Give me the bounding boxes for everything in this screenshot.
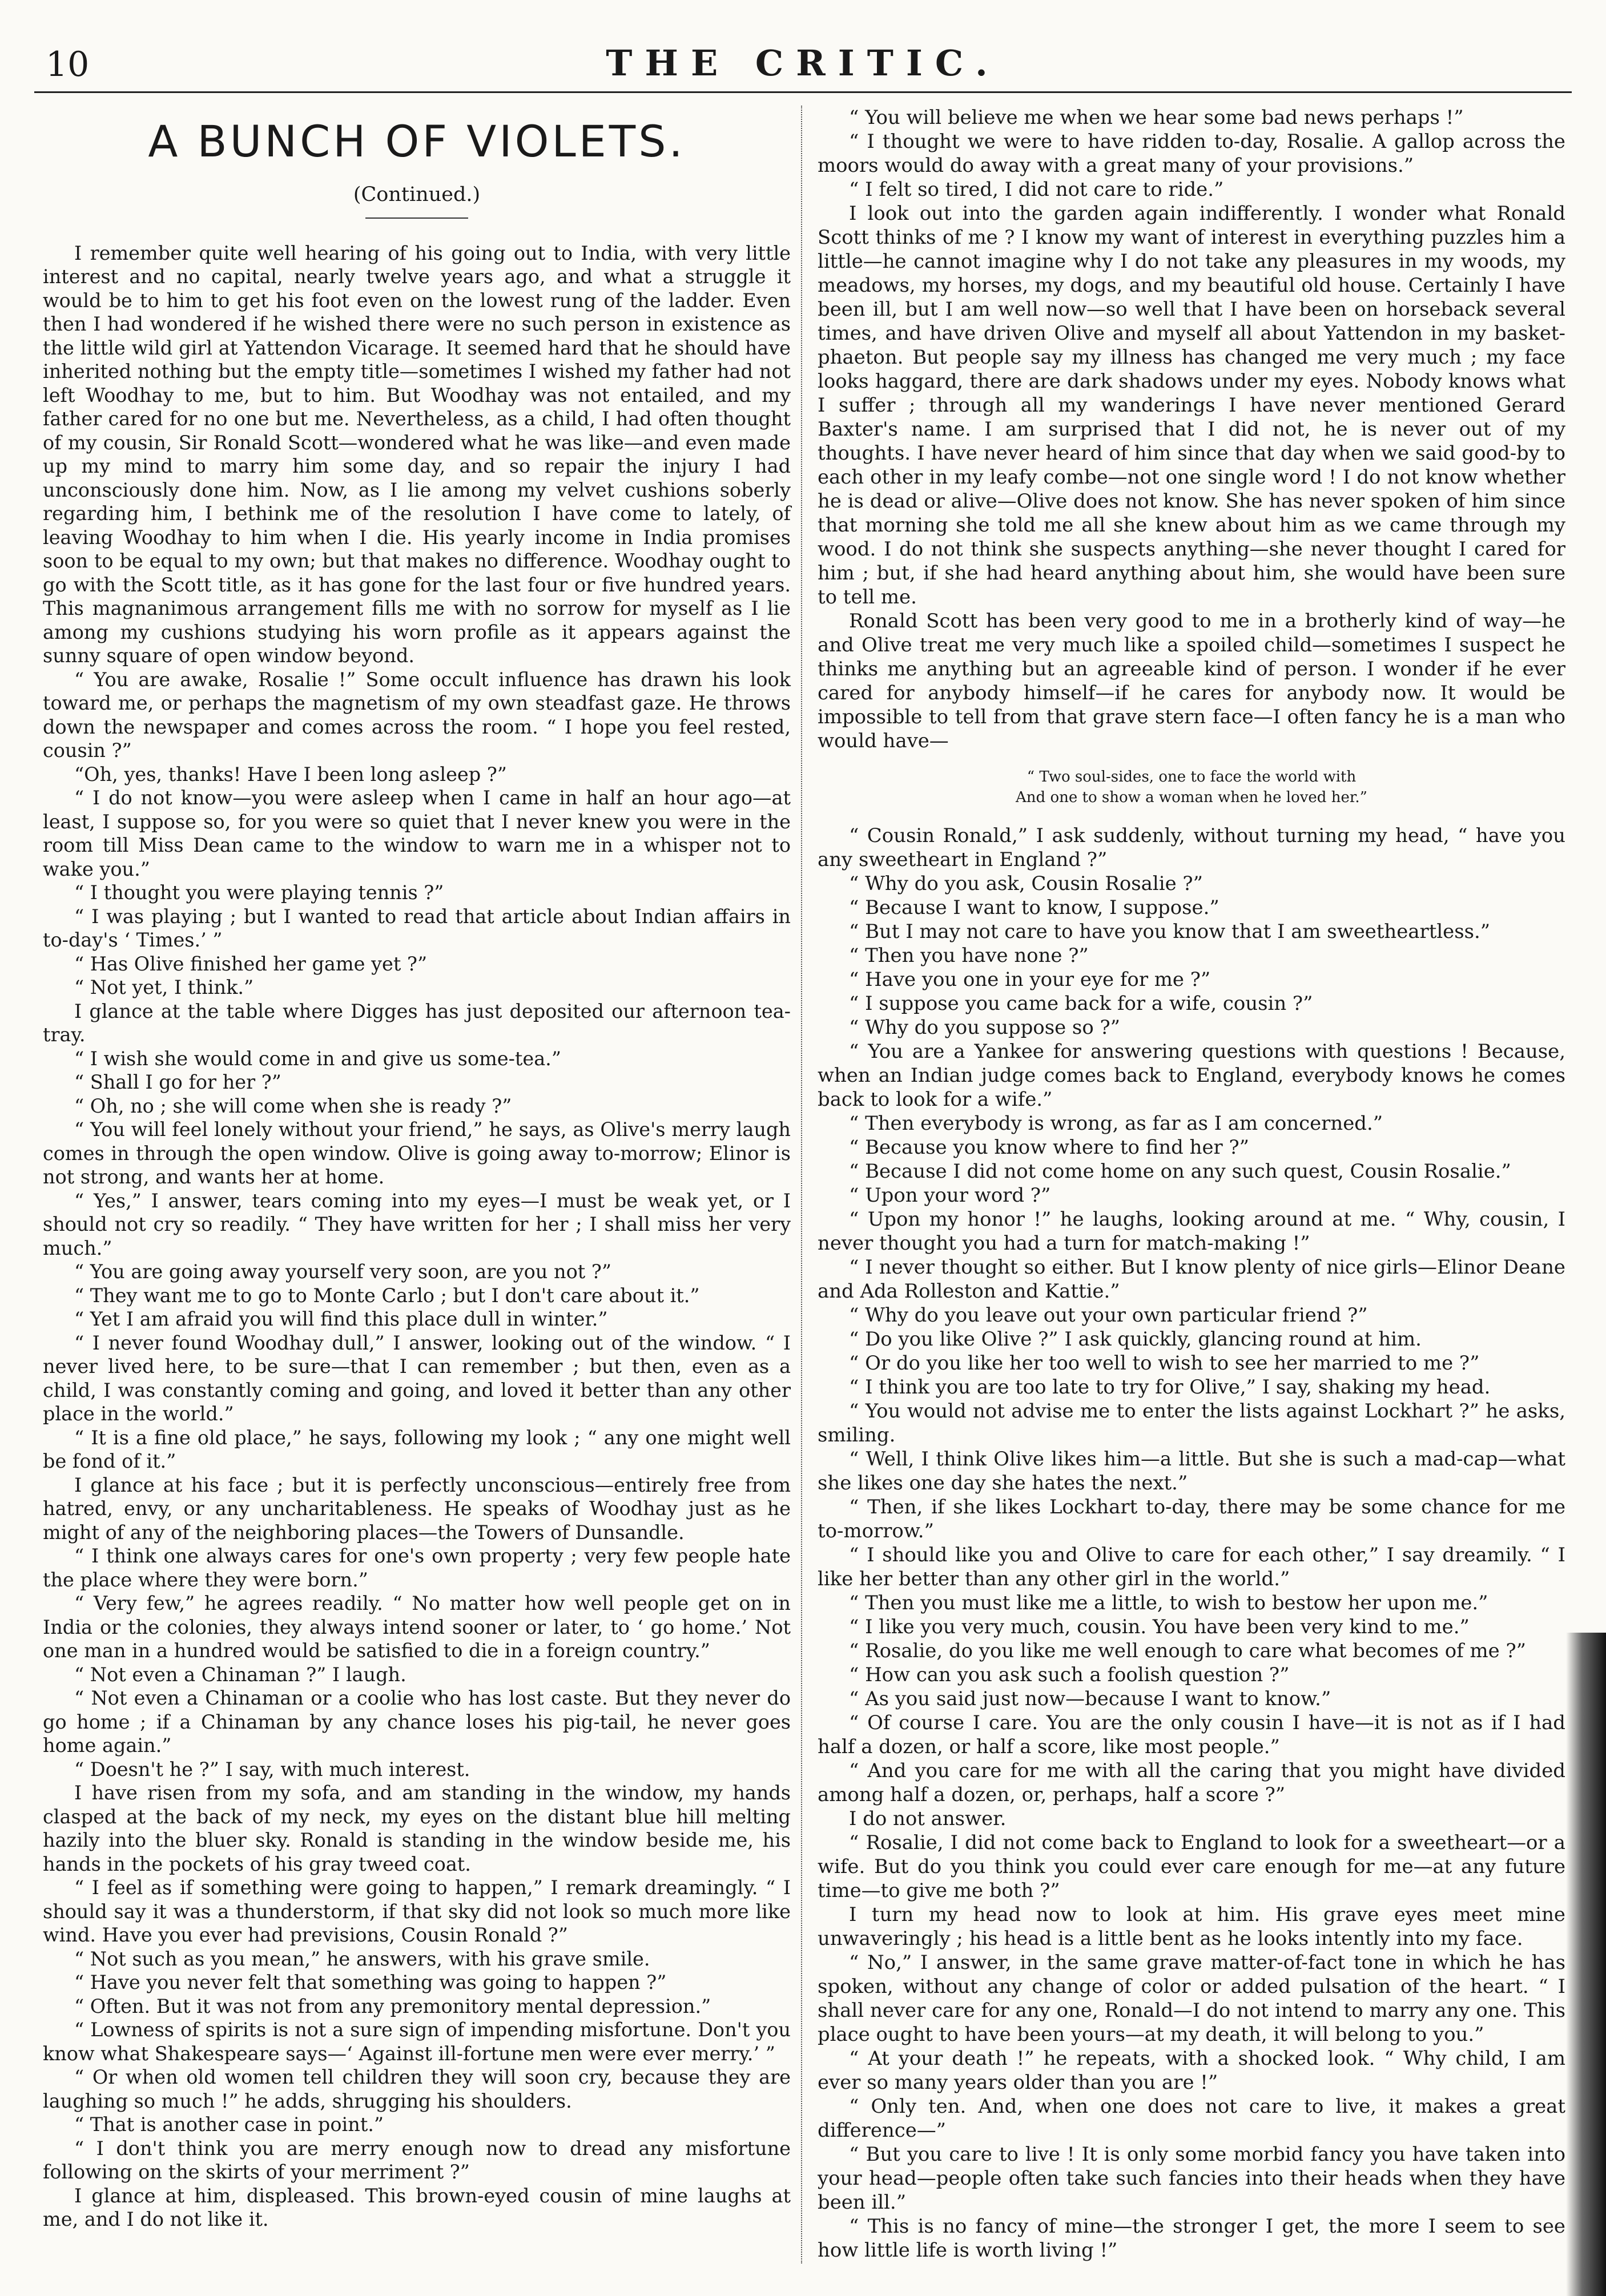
paragraph: I do not answer. (849, 1807, 1007, 1830)
article-title: A BUNCH OF VIOLETS. (148, 116, 686, 167)
paragraph: “ Rosalie, I did not come back to England to look for a sweetheart—or a wife. But do you think you could ever care enough for me—at any future time—to give me both ?” (818, 1831, 1565, 1902)
paragraph: “ Only ten. And, when one does not care to live, it makes a great difference—” (818, 2095, 1565, 2141)
verse-line-1: “ Two soul-sides, one to face the world with (1027, 768, 1357, 786)
paragraph: “ Then you have none ?” (849, 944, 1089, 966)
page-edge-shadow (1566, 1633, 1606, 2296)
paragraph: “ Not even a Chinaman ?” I laugh. (74, 1663, 406, 1686)
paragraph: “ Why do you suppose so ?” (849, 1016, 1120, 1038)
paragraph: “ But you care to live ! It is only some morbid fancy you have taken into your head—people often take such fancies into their heads when they have been ill.” (818, 2143, 1565, 2213)
paragraph: “ Or when old women tell children they will soon cry, because they are laughing so much !” he adds, shrugging his shoulders. (43, 2066, 791, 2112)
paragraph: “ Shall I go for her ?” (74, 1071, 281, 1093)
right-column-body-top (818, 106, 1565, 753)
paragraph: “ Have you never felt that something was going to happen ?” (74, 1971, 667, 1993)
paragraph: I glance at him, displeased. This brown-eyed cousin of mine laughs at me, and I do not like it. (43, 2184, 791, 2230)
paragraph: “ Or do you like her too well to wish to see her married to me ?” (849, 1352, 1480, 1374)
paragraph: “ Yet I am afraid you will find this place dull in winter.” (74, 1308, 608, 1330)
paragraph: “ I never found Woodhay dull,” I answer, looking out of the window. “ I never lived here, to be sure—that I can remember ; but then, even as a child, I was constantly coming and going, and loved it better than any other place in the world.” (43, 1331, 791, 1425)
paragraph: “ I should like you and Olive to care for each other,” I say dreamily. “ I like her better than any other girl in the world.” (818, 1544, 1565, 1590)
paragraph: “ I suppose you came back for a wife, cousin ?” (849, 992, 1313, 1014)
paragraph: I remember quite well hearing of his going out to India, with very little interest and no capital, nearly twelve years ago, and what a struggle it would be to him to get his foot even on the lowest rung of the ladder. Even then I had wondered if he wished there were no such person in existence as the little wild girl at Yattendon Vicarage. It seemed hard that he should have inherited nothing but the empty title—sometimes I wished my father had not left Woodhay to me, but to him. But Woodhay was not entailed, and my father cared for no one but me. Nevertheless, as a child, I had often thought of my cousin, Sir Ronald Scott—wondered what he was like—and even made up my mind to marry him some day, and so repair the injury I had unconsciously done him. Now, as I lie among my velvet cushions soberly regarding him, I bethink me of the resolution I have come to lately, of leaving Woodhay to him when I die. His yearly income in India promises soon to be equal to my own; but that makes no difference. Woodhay ought to go with the Scott title, as it has gone for the last four or five hundred years. This magnanimous arrangement fills me with no sorrow for myself as I lie among my cushions studying his worn profile as it appears against the sunny square of open window beyond. (43, 241, 791, 667)
paragraph: “ You are awake, Rosalie !” Some occult influence has drawn his look toward me, or perhaps the magnetism of my own steadfast gaze. He throws down the newspaper and comes across the room. “ I hope you feel rested, cousin ?” (43, 668, 791, 762)
paragraph: I turn my head now to look at him. His grave eyes meet mine unwaveringly ; his head is a little bent as he looks intently into my face. (818, 1903, 1565, 1949)
paragraph: “ You will feel lonely without your friend,” he says, as Olive's merry laugh comes in through the open window. Olive is going away to-morrow; Elinor is not strong, and wants her at home. (43, 1118, 791, 1188)
paragraph: “ You are going away yourself very soon, are you not ?” (74, 1260, 611, 1283)
paragraph: “ As you said just now—because I want to know.” (849, 1687, 1331, 1710)
paragraph: “ Then you must like me a little, to wish to bestow her upon me.” (849, 1592, 1488, 1614)
paragraph: “ How can you ask such a foolish question ?” (849, 1663, 1290, 1686)
paragraph: “ I don't think you are merry enough now to dread any misfortune following on the skirts of your merriment ?” (43, 2137, 791, 2183)
paragraph: “ I never thought so either. But I know plenty of nice girls—Elinor Deane and Ada Rolleston and Kattie.” (818, 1256, 1565, 1302)
article-subtitle: (Continued.) (353, 183, 481, 206)
paragraph: “ But I may not care to have you know that I am sweetheartless.” (849, 920, 1491, 942)
paragraph: “ Lowness of spirits is not a sure sign of impending misfortune. Don't you know what Shakespeare says—‘ Against ill-fortune men were ever merry.’ ” (43, 2019, 791, 2065)
right-column-body-bottom (818, 824, 1565, 2262)
paragraph: “ Yes,” I answer, tears coming into my eyes—I must be weak yet, or I should not cry so readily. “ They have written for her ; I shall miss her very much.” (43, 1189, 791, 1259)
column-divider (801, 106, 802, 2263)
paragraph: “ I think you are too late to try for Olive,” I say, shaking my head. (849, 1376, 1491, 1398)
verse-line-2: And one to show a woman when he loved her.” (1016, 789, 1367, 806)
paragraph: “ That is another case in point.” (74, 2113, 384, 2136)
paragraph: “ Doesn't he ?” I say, with much interest. (74, 1758, 470, 1781)
verse-quote (818, 767, 1565, 808)
paragraph: “ I think one always cares for one's own property ; very few people hate the place where they were born.” (43, 1545, 791, 1591)
paragraph: “ I wish she would come in and give us some-tea.” (74, 1047, 561, 1070)
page-number: 10 (46, 45, 90, 84)
paragraph: “ Upon my honor !” he laughs, looking around at me. “ Why, cousin, I never thought you had a turn for match-making !” (818, 1208, 1565, 1254)
paragraph: “ Very few,” he agrees readily. “ No matter how well people get on in India or the colonies, they always intend sooner or later, to ‘ go home.’ Not one man in a hundred would be satisfied to die in a foreign country.” (43, 1592, 791, 1662)
paragraph: “ You would not advise me to enter the lists against Lockhart ?” he asks, smiling. (818, 1400, 1565, 1446)
title-rule (365, 217, 468, 219)
paragraph: “ Has Olive finished her game yet ?” (74, 952, 428, 975)
paragraph: “ I felt so tired, I did not care to ride.” (849, 178, 1224, 200)
paragraph: “ It is a fine old place,” he says, following my look ; “ any one might well be fond of it.” (43, 1426, 791, 1472)
paragraph: “ I like you very much, cousin. You have been very kind to me.” (849, 1616, 1470, 1638)
paragraph: “ And you care for me with all the caring that you might have divided among half a dozen, or, perhaps, half a score ?” (818, 1759, 1565, 1806)
paragraph: “ Oh, no ; she will come when she is ready ?” (74, 1094, 512, 1117)
paragraph: “ I do not know—you were asleep when I came in half an hour ago—at least, I suppose so, for you were so quiet that I never knew you were in the room till Miss Dean came to the window to warn me in a whisper not to wake you.” (43, 787, 791, 880)
paragraph: “ I thought we were to have ridden to-day, Rosalie. A gallop across the moors would do away with a great many of your provisions.” (818, 130, 1565, 176)
paragraph: “ Not even a Chinaman or a coolie who has lost caste. But they never do go home ; if a Chinaman by any chance loses his pig-tail, he never goes home again.” (43, 1687, 791, 1757)
paragraph: “ You will believe me when we hear some bad news perhaps !” (849, 106, 1464, 128)
paragraph: “ Cousin Ronald,” I ask suddenly, without turning my head, “ have you any sweetheart in England ?” (818, 824, 1565, 871)
paragraph: “ At your death !” he repeats, with a shocked look. “ Why child, I am ever so many years older than you are !” (818, 2047, 1565, 2093)
right-column (818, 106, 1565, 2262)
paragraph: I glance at the table where Digges has just deposited our afternoon tea-tray. (43, 1000, 791, 1046)
paragraph: “ Upon your word ?” (849, 1184, 1051, 1206)
paragraph: “ They want me to go to Monte Carlo ; but I don't care about it.” (74, 1284, 700, 1307)
paragraph: I have risen from my sofa, and am standing in the window, my hands clasped at the back of my neck, my eyes on the distant blue hill melting hazily into the bluer sky. Ronald is standing in the window beside me, his hands in the pockets of his gray tweed coat. (43, 1782, 791, 1875)
paragraph: “ Then, if she likes Lockhart to-day, there may be some chance for me to-morrow.” (818, 1496, 1565, 1542)
paragraph: “ Often. But it was not from any premonitory mental depression.” (74, 1995, 711, 2017)
paragraph: “ Because you know where to find her ?” (849, 1136, 1249, 1158)
paragraph: “ Have you one in your eye for me ?” (849, 968, 1211, 990)
paragraph: “ This is no fancy of mine—the stronger I get, the more I seem to see how little life is worth living !” (818, 2215, 1565, 2261)
paragraph: “ I thought you were playing tennis ?” (74, 881, 444, 904)
paragraph: “ I was playing ; but I wanted to read that article about Indian affairs in to-day's ‘ Times.’ ” (43, 905, 791, 951)
masthead: THE CRITIC. (606, 42, 1000, 84)
paragraph: “ Because I did not come home on any such quest, Cousin Rosalie.” (849, 1160, 1511, 1182)
paragraph: “ Why do you leave out your own particular friend ?” (849, 1304, 1368, 1326)
paragraph: “ I feel as if something were going to happen,” I remark dreamingly. “ I should say it was a thunderstorm, if that sky did not look so much more like wind. Have you ever had previsions, Cousin Ronald ?” (43, 1876, 791, 1946)
paragraph: “ Well, I think Olive likes him—a little. But she is such a mad-cap—what she likes one day she hates the next.” (818, 1448, 1565, 1494)
left-column-body (43, 241, 791, 2231)
paragraph: “ Not such as you mean,” he answers, with his grave smile. (74, 1947, 650, 1970)
paragraph: “ Of course I care. You are the only cousin I have—it is not as if I had half a dozen, or half a score, like most people.” (818, 1711, 1565, 1758)
paragraph: “ Do you like Olive ?” I ask quickly, glancing round at him. (849, 1328, 1422, 1350)
left-column (43, 106, 791, 2231)
paragraph: “Oh, yes, thanks! Have I been long asleep ?” (74, 763, 507, 786)
paragraph: Ronald Scott has been very good to me in a brotherly kind of way—he and Olive treat me very much like a spoiled child—sometimes I suspect he thinks me anything but an agreeable kind of person. I wonder if he ever cared for anybody himself—if he cares for anybody now. It would be impossible to tell from that grave stern face—I often fancy he is a man who would have— (818, 610, 1565, 752)
paragraph: “ Rosalie, do you like me well enough to care what becomes of me ?” (849, 1640, 1526, 1662)
paragraph: I look out into the garden again indifferently. I wonder what Ronald Scott thinks of me ? I know my want of interest in everything puzzles him a little—he cannot imagine why I do not take any pleasures in my woods, my meadows, my horses, my dogs, and my beautiful old house. Certainly I have been ill, but I am well now—so well that I have been on horseback several times, and have driven Olive and myself all about Yattendon in my basket-phaeton. But people say my illness has changed me very much ; my face looks haggard, there are dark shadows under my eyes. Nobody knows what I suffer ; through all my wanderings I have never mentioned Gerard Baxter's name. I am surprised that I did not, he is never out of my thoughts. I have never heard of him since that day when we said good-by to each other in my leafy combe—not one single word ! I do not know whether he is dead or alive—Olive does not know. She has never spoken of him since that morning she told me all she knew about him as we came through my wood. I do not think she suspects anything—she never thought I cared for him ; but, if she had heard anything about him, she would have been sure to tell me. (818, 202, 1565, 608)
paragraph: “ Then everybody is wrong, as far as I am concerned.” (849, 1112, 1383, 1134)
paragraph: “ Not yet, I think.” (74, 976, 254, 998)
paragraph: “ Why do you ask, Cousin Rosalie ?” (849, 872, 1203, 895)
paragraph: “ Because I want to know, I suppose.” (849, 896, 1219, 919)
paragraph: I glance at his face ; but it is perfectly unconscious—entirely free from hatred, envy, or any uncharitableness. He speaks of Woodhay just as he might of any of the neighboring places—the Towers of Dunsandle. (43, 1473, 791, 1544)
page-header (34, 40, 1572, 93)
paragraph: “ You are a Yankee for answering questions with questions ! Because, when an Indian judge comes back to England, everybody knows he comes back to look for a wife.” (818, 1040, 1565, 1110)
paragraph: “ No,” I answer, in the same grave matter-of-fact tone in which he has spoken, without any change of color or added pulsation of the heart. “ I shall never care for any one, Ronald—I do not intend to marry any one. This place ought to have been yours—at my death, it will belong to you.” (818, 1951, 1565, 2045)
